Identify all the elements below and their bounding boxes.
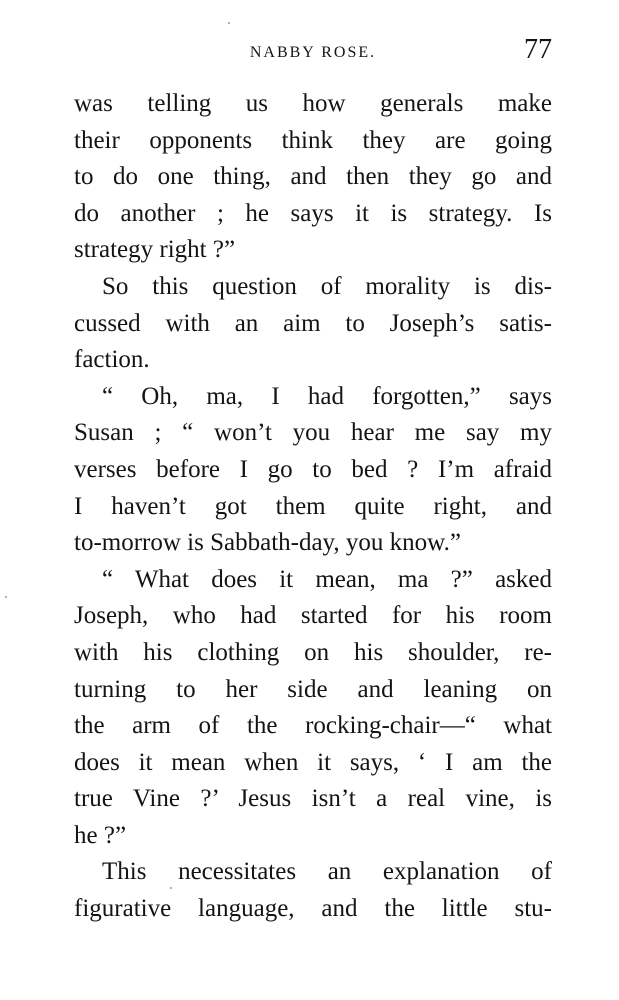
page-header: [74, 34, 552, 74]
text-line: faction.: [74, 346, 150, 374]
body-text: [74, 86, 552, 928]
text-line: “ What does it mean, ma ?” asked: [102, 565, 552, 593]
text-line: the arm of the rocking-chair—“ what: [74, 712, 552, 740]
text-line: I haven’t got them quite right, and: [74, 492, 552, 520]
text-line: turning to her side and leaning on: [74, 675, 552, 703]
text-line: was telling us how generals make: [74, 90, 552, 117]
text-line: cussed with an aim to Joseph’s satis-: [74, 309, 552, 337]
page-number: 77: [524, 34, 552, 65]
text-line: This necessitates an explanation of: [102, 858, 552, 886]
text-line: figurative language, and the little stu-: [74, 895, 552, 923]
paper-speck: [5, 596, 7, 598]
text-line: to-morrow is Sabbath-day, you know.”: [74, 529, 461, 557]
text-line: “ Oh, ma, I had forgotten,” says: [102, 382, 552, 410]
running-head: NABBY ROSE.: [249, 44, 377, 61]
text-line: does it mean when it says, ‘ I am the: [74, 748, 552, 776]
paper-speck: [170, 887, 172, 889]
text-line: Joseph, who had started for his room: [74, 602, 552, 630]
text-line: Susan ; “ won’t you hear me say my: [74, 419, 552, 447]
text-line: he ?”: [74, 821, 127, 849]
text-line: strategy right ?”: [74, 236, 236, 264]
text-line: So this question of morality is dis-: [102, 272, 552, 300]
text-line: verses before I go to bed ? I’m afraid: [74, 455, 552, 483]
paper-speck: [228, 22, 230, 24]
text-line: with his clothing on his shoulder, re-: [74, 638, 552, 666]
text-line: true Vine ?’ Jesus isn’t a real vine, is: [74, 785, 552, 813]
text-line: their opponents think they are going: [74, 126, 552, 154]
text-line: do another ; he says it is strategy. Is: [74, 199, 552, 227]
text-line: to do one thing, and then they go and: [74, 163, 552, 191]
